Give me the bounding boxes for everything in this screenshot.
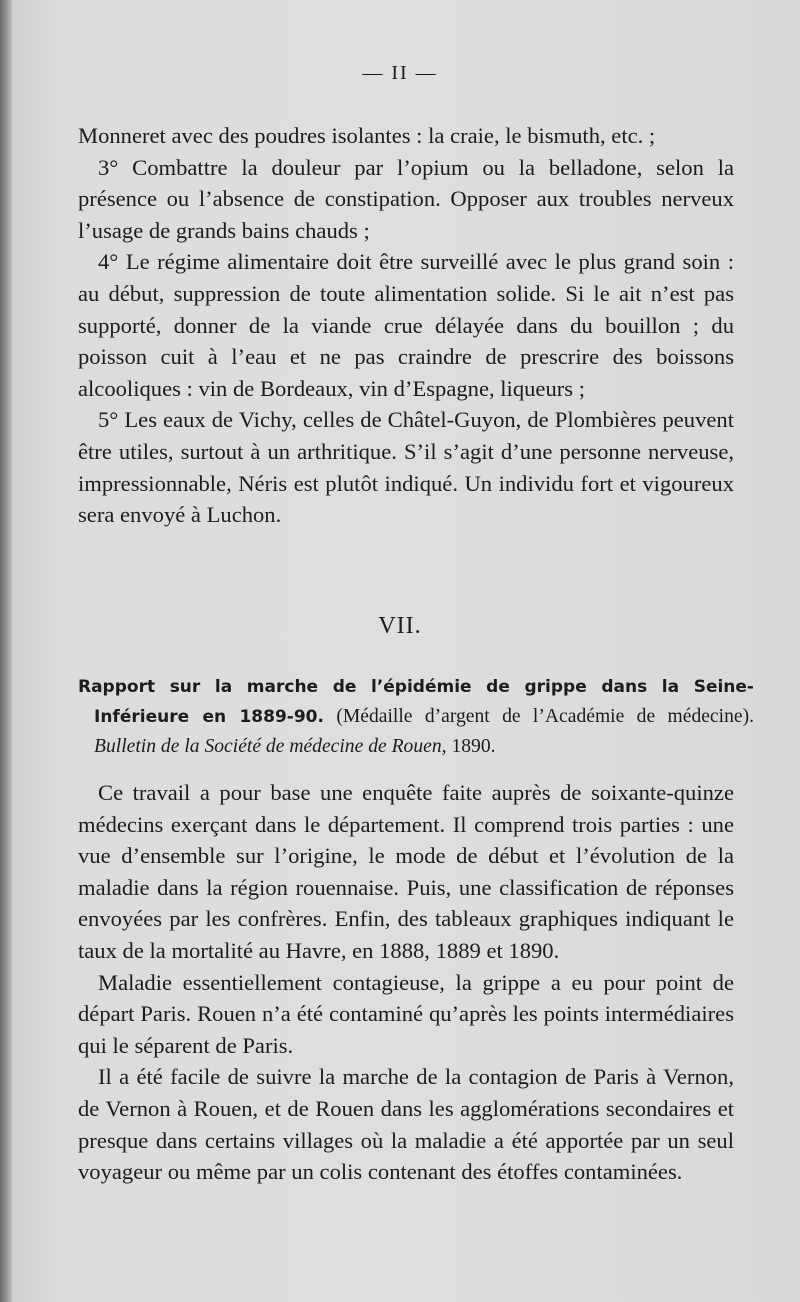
heading-journal: Bulletin de la Société de médecine de Rouen,	[94, 736, 447, 757]
heading-year: 1890.	[446, 736, 496, 757]
paragraph: 4° Le régime alimentaire doit être surveillé avec le plus grand soin : au début, suppression de toute alimentation solide. Si le ait n’est pas supporté, donner de la viande crue délayée dans du bouillon ; du poisson cuit à l’eau et ne pas craindre de prescrire des boissons alcooliques : vin de Bordeaux, vin d’Espagne, liqueurs ;	[78, 249, 734, 401]
paragraph: 5° Les eaux de Vichy, celles de Châtel-Guyon, de Plombières peuvent être utiles, surtout à un arthritique. S’il s’agit d’une personne nerveuse, impressionnable, Néris est plutôt indiqué. Un individu fort et vigoureux sera envoyé à Luchon.	[78, 407, 734, 528]
paragraph: Ce travail a pour base une enquête faite auprès de soixante-quinze médecins exerçant dans le département. Il comprend trois parties : une vue d’ensemble sur l’origine, le mode de début et l’évolution de la maladie dans la région rouennaise. Puis, une classification de réponses envoyées par les confrères. Enfin, des tableaux graphiques indiquant le taux de la mortalité au Havre, en 1888, 1889 et 1890.	[78, 780, 734, 963]
paragraph: Maladie essentiellement contagieuse, la grippe a eu pour point de départ Paris. Rouen n’a été contaminé qu’après les points intermédiaires qui le séparent de Paris.	[78, 969, 734, 1058]
heading-title: Rapport sur la marche de l’épidémie de grippe dans la Seine-Inférieure en 1889-90.	[78, 677, 754, 727]
paragraph: Il a été facile de suivre la marche de la contagion de Paris à Vernon, de Vernon à Rouen, et de Rouen dans les agglomérations secondaires et presque dans certains villages où la maladie a été apportée par un seul voyageur ou même par un colis contenant des étoffes contaminées.	[78, 1064, 734, 1185]
heading-award: (Médaille d’argent de l’Académie de médecine).	[323, 706, 754, 727]
text-block-bottom	[78, 777, 734, 1188]
paragraph: Monneret avec des poudres isolantes : la craie, le bismuth, etc. ;	[78, 123, 656, 148]
paragraph: 3° Combattre la douleur par l’opium ou la belladone, selon la présence ou l’absence de constipation. Opposer aux troubles nerveux l’usage de grands bains chauds ;	[78, 154, 734, 243]
page-edge-shadow	[0, 0, 12, 1302]
text-block-top	[78, 120, 734, 531]
page-number: — II —	[362, 62, 438, 84]
chapter-number: VII.	[378, 613, 422, 639]
section-heading	[78, 672, 754, 762]
